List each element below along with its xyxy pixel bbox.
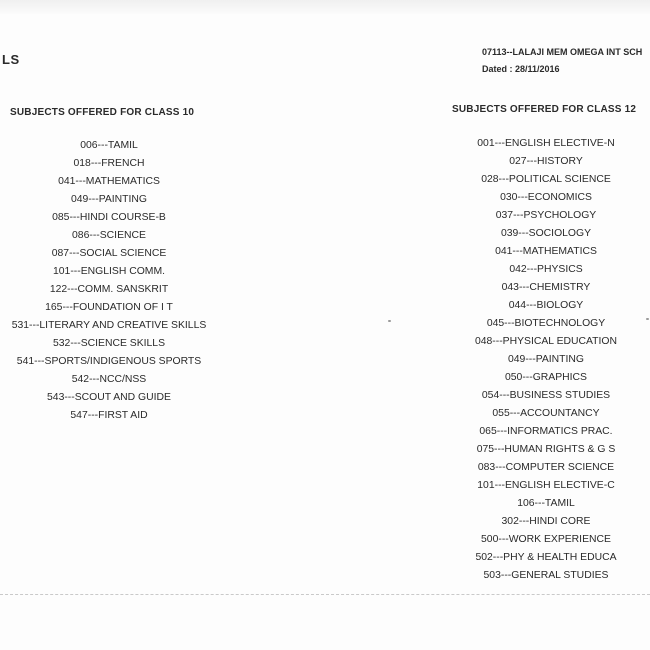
fold-line — [0, 594, 650, 596]
class12-subject-item: 041---MATHEMATICS — [495, 246, 597, 257]
class10-subject-item: 542---NCC/NSS — [71, 374, 147, 385]
class12-subject-item: 042---PHYSICS — [509, 264, 583, 275]
class12-subject-item: 500---WORK EXPERIENCE — [481, 534, 611, 545]
class12-subject-item: 065---INFORMATICS PRAC. — [479, 426, 613, 437]
class12-subject-item: 045---BIOTECHNOLOGY — [486, 318, 606, 329]
class12-subject-list — [430, 135, 650, 585]
document-date: Dated : 28/11/2016 — [482, 64, 560, 74]
class12-subject-item: 503---GENERAL STUDIES — [483, 570, 609, 581]
scan-speck — [388, 320, 391, 322]
class12-subject-item: 302---HINDI CORE — [501, 516, 591, 527]
class12-subject-item: 049---PAINTING — [507, 354, 585, 365]
class12-heading: SUBJECTS OFFERED FOR CLASS 12 — [452, 104, 637, 115]
class10-subject-item: 006---TAMIL — [80, 140, 138, 151]
class12-subject-item: 039---SOCIOLOGY — [500, 228, 592, 239]
class10-subject-item: 041---MATHEMATICS — [58, 176, 160, 187]
class12-subject-item: 028---POLITICAL SCIENCE — [481, 174, 611, 185]
class12-subject-item: 083---COMPUTER SCIENCE — [477, 462, 615, 473]
class12-subject-item: 054---BUSINESS STUDIES — [481, 390, 611, 401]
class10-subject-item: 018---FRENCH — [73, 158, 145, 169]
class12-subject-item: 043---CHEMISTRY — [501, 282, 591, 293]
class10-subject-item: 532---SCIENCE SKILLS — [52, 338, 166, 349]
scan-edge — [0, 0, 650, 14]
class12-subject-item: 502---PHY & HEALTH EDUCA — [475, 552, 617, 563]
class10-subject-item: 547---FIRST AID — [70, 410, 148, 421]
class10-subject-item: 086---SCIENCE — [72, 230, 146, 241]
class12-subject-item: 101---ENGLISH ELECTIVE-C — [477, 480, 615, 491]
class12-subject-item: 030---ECONOMICS — [500, 192, 592, 203]
class12-subject-item: 050---GRAPHICS — [505, 372, 587, 383]
class10-subject-item: 087---SOCIAL SCIENCE — [51, 248, 167, 259]
class10-subject-list — [0, 137, 218, 425]
class12-subject-item: 075---HUMAN RIGHTS & G S — [476, 444, 616, 455]
class12-subject-item: 044---BIOLOGY — [508, 300, 584, 311]
class10-subject-item: 531---LITERARY AND CREATIVE SKILLS — [11, 320, 207, 331]
class12-subject-item: 055---ACCOUNTANCY — [492, 408, 600, 419]
class10-subject-item: 122---COMM. SANSKRIT — [49, 284, 169, 295]
school-name: 07113--LALAJI MEM OMEGA INT SCH — [482, 47, 643, 57]
scan-speck — [646, 318, 649, 320]
class10-heading: SUBJECTS OFFERED FOR CLASS 10 — [10, 107, 195, 118]
class10-subject-item: 085---HINDI COURSE-B — [52, 212, 166, 223]
class12-subject-item: 001---ENGLISH ELECTIVE-N — [477, 138, 615, 149]
class10-subject-item: 101---ENGLISH COMM. — [52, 266, 165, 277]
class12-subject-item: 048---PHYSICAL EDUCATION — [474, 336, 618, 347]
class12-subject-item: 027---HISTORY — [509, 156, 583, 167]
class10-subject-item: 543---SCOUT AND GUIDE — [47, 392, 171, 403]
class10-subject-item: 049---PAINTING — [70, 194, 148, 205]
page-title-fragment: LS — [2, 52, 20, 67]
class10-subject-item: 541---SPORTS/INDIGENOUS SPORTS — [16, 356, 202, 367]
class12-subject-item: 106---TAMIL — [517, 498, 575, 509]
class10-subject-item: 165---FOUNDATION OF I T — [45, 302, 173, 313]
class12-subject-item: 037---PSYCHOLOGY — [495, 210, 597, 221]
